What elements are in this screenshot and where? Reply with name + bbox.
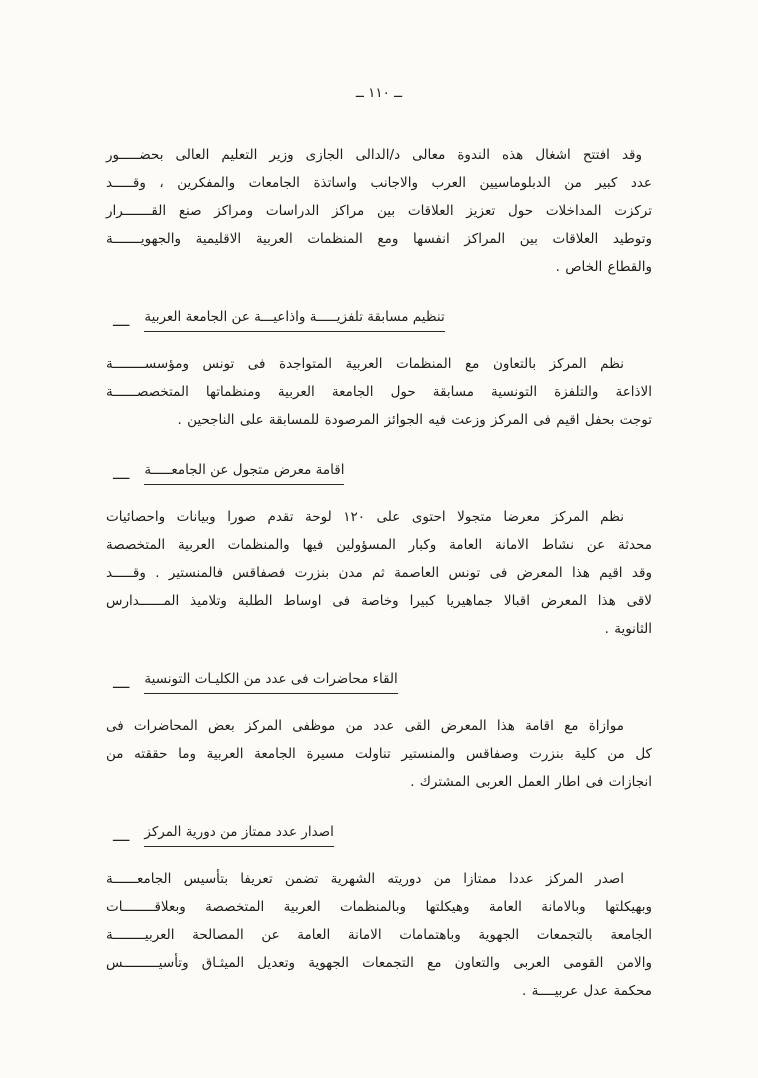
text-line: اصدر المركز عددا ممتازا من دوريته الشهرية تضمن تعريفا بتأسيس الجامعــــــة: [106, 871, 624, 887]
dash-marker: ــــ: [113, 314, 130, 330]
text-line: وقد اقيم هذا المعرض فى تونس العاصمة ثم مدن بنزرت فصفاقس فالمنستير . وقـــــد: [106, 565, 652, 581]
section-title: القاء محاضرات فى عدد من الكليـات التونسية: [144, 669, 397, 694]
section-heading-row: [106, 669, 652, 694]
dash-marker: ــــ: [113, 829, 130, 845]
section-paragraph: [106, 503, 652, 643]
section-paragraph: [106, 712, 652, 796]
section-heading-row: [106, 307, 652, 332]
text-line: وتوطيد العلاقات بين المراكز انفسها ومع المنظمات العربية الاقليمية والجهويـــــــة: [106, 231, 652, 247]
section-special-periodical-issue: [106, 822, 652, 1005]
text-line: عدد كبير من الدبلوماسيين العرب والاجانب واساتذة الجامعات والمفكرين ، وقـــــد: [106, 175, 652, 191]
text-line: محدثة عن نشاط الامانة العامة وكبار المسؤولين فيها والمنظمات العربية المتخصصة: [106, 537, 652, 553]
text-line: محكمة عدل عربيــــة .: [522, 983, 652, 999]
text-line: لاقى هذا المعرض اقبالا جماهيريا كبيرا وخاصة فى اوساط الطلبة وتلاميذ المــــــدارس: [106, 593, 652, 609]
section-tv-radio-contest: [106, 307, 652, 434]
text-line: والقطاع الخاص .: [555, 259, 652, 275]
text-line: وقد افتتح اشغال هذه الندوة معالى د/الدالى الجازى وزير التعليم العالى بحضـــــور: [106, 147, 642, 163]
section-title: اقامة معرض متجول عن الجامعـــــة: [144, 460, 344, 485]
text-line: موازاة مع اقامة هذا المعرض القى عدد من موظفى المركز بعض المحاضرات فى: [106, 718, 624, 734]
section-lectures-faculties: [106, 669, 652, 796]
text-line: انجازات فى اطار العمل العربى المشترك .: [410, 774, 652, 790]
section-title: تنظيم مسابقة تلفزيـــــة واذاعيـــة عن الجامعة العربية: [144, 307, 444, 332]
section-paragraph: [106, 350, 652, 434]
text-line: الجامعة بالتجمعات الجهوية وباهتمامات الامانة العامة عن المصالحة العربيــــــــة: [106, 927, 652, 943]
text-line: وبهيكلتها وبالامانة العامة وهيكلتها وبالمنظمات العربية المتخصصة وبعلاقــــــــات: [106, 899, 652, 915]
page-number: ــ ١١٠ ــ: [355, 85, 403, 101]
text-line: كل من كلية بنزرت وصفاقس والمنستير تناولت مسيرة الجامعة العربية وما حققته من: [106, 746, 652, 762]
dash-marker: ــــ: [113, 676, 130, 692]
text-line: توجت بحفل اقيم فى المركز وزعت فيه الجوائز المرصودة للمسابقة على الناجحين .: [177, 412, 652, 428]
text-line: والامن القومى العربى والتعاون مع التجمعات الجهوية وتعديل الميثـاق وتأسيـــــــــس: [106, 955, 652, 971]
text-line: تركزت المداخلات حول تعزيز العلاقات بين مراكز الدراسات ومراكز صنع القـــــــرار: [106, 203, 652, 219]
section-heading-row: [106, 822, 652, 847]
text-line: نظم المركز بالتعاون مع المنظمات العربية المتواجدة فى تونس ومؤسســــــــة: [106, 356, 624, 372]
section-travelling-exhibition: [106, 460, 652, 643]
text-line: نظم المركز معرضا متجولا احتوى على ١٢٠ لوحة تقدم صورا وبيانات واحصائيات: [106, 509, 624, 525]
text-line: الاذاعة والتلفزة التونسية مسابقة حول الجامعة العربية ومنظماتها المتخصصــــــة: [106, 384, 652, 400]
section-title: اصدار عدد ممتاز من دورية المركز: [144, 822, 333, 847]
section-paragraph: [106, 865, 652, 1005]
intro-paragraph: [106, 141, 652, 281]
dash-marker: ــــ: [113, 467, 130, 483]
text-line: الثانوية .: [604, 621, 652, 637]
section-heading-row: [106, 460, 652, 485]
